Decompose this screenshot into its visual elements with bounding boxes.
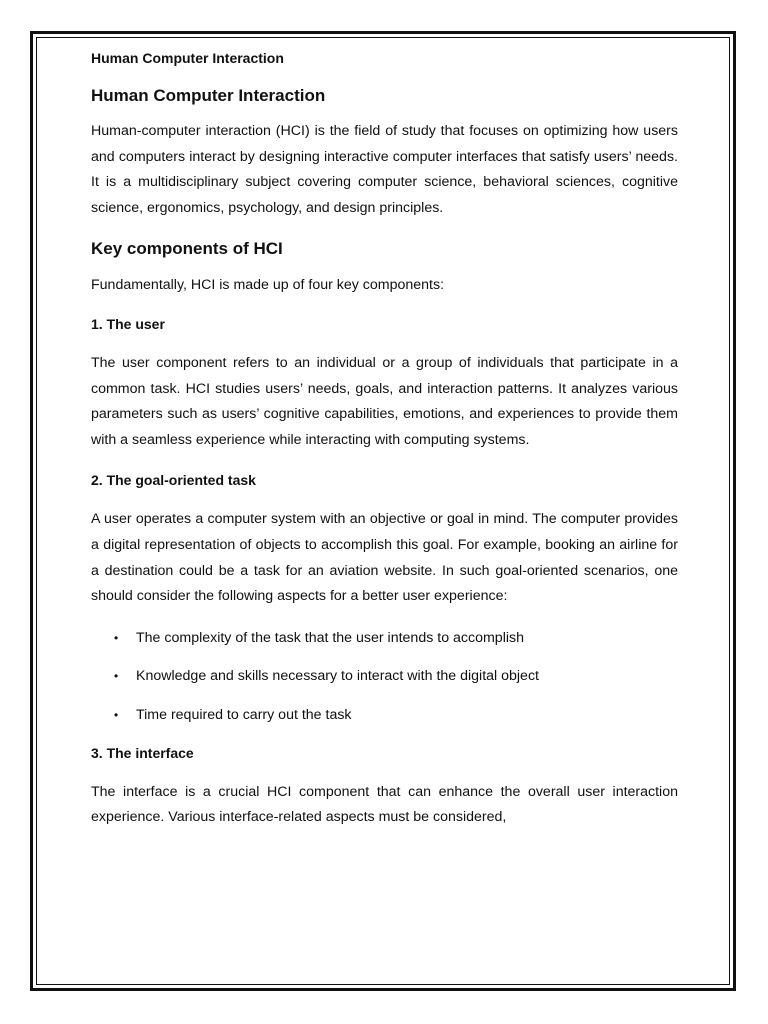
component-heading-user: 1. The user	[91, 315, 165, 332]
list-item-text: The complexity of the task that the user intends to accomplish	[136, 629, 524, 646]
section-heading-key-components: Key components of HCI	[91, 239, 283, 259]
section-intro: Fundamentally, HCI is made up of four key components:	[91, 277, 445, 294]
list-item-text: Knowledge and skills necessary to interact with the digital object	[136, 668, 539, 685]
task-aspects-list	[91, 626, 678, 729]
component-heading-interface: 3. The interface	[91, 744, 194, 761]
bullet-icon: •	[114, 630, 119, 645]
bullet-icon: •	[114, 669, 119, 684]
list-item	[91, 626, 678, 652]
list-item	[91, 664, 678, 690]
list-item-text: Time required to carry out the task	[136, 706, 352, 723]
component-heading-task: 2. The goal-oriented task	[91, 472, 256, 489]
bullet-icon: •	[114, 707, 119, 722]
document-body	[91, 46, 678, 847]
document-title: Human Computer Interaction	[91, 86, 326, 105]
running-header: Human Computer Interaction	[91, 50, 284, 66]
component-paragraph-task: A user operates a computer system with an objective or goal in mind. The computer provides a digital representation of objects to accomplish this goal. For example, booking an airline for a destination could be a task for an aviation website. In such goal-oriented scenarios, one should consider the following aspects for a better user experience:	[91, 511, 678, 605]
component-paragraph-user: The user component refers to an individual or a group of individuals that participate in a common task. HCI studies users’ needs, goals, and interaction patterns. It analyzes various parameters such as users’ cognitive capabilities, emotions, and experiences to provide them with a seamless experience while interacting with computing systems.	[91, 354, 678, 448]
intro-paragraph: Human-computer interaction (HCI) is the field of study that focuses on optimizing how users and computers interact by designing interactive computer interfaces that satisfy users’ needs. It is a multidisciplinary subject covering computer science, behavioral sciences, cognitive science, ergonomics, psychology, and design principles.	[91, 123, 678, 216]
component-paragraph-interface: The interface is a crucial HCI component that can enhance the overall user interaction experience. Various interface-related aspects must be considered,	[91, 783, 678, 826]
list-item	[91, 703, 678, 729]
